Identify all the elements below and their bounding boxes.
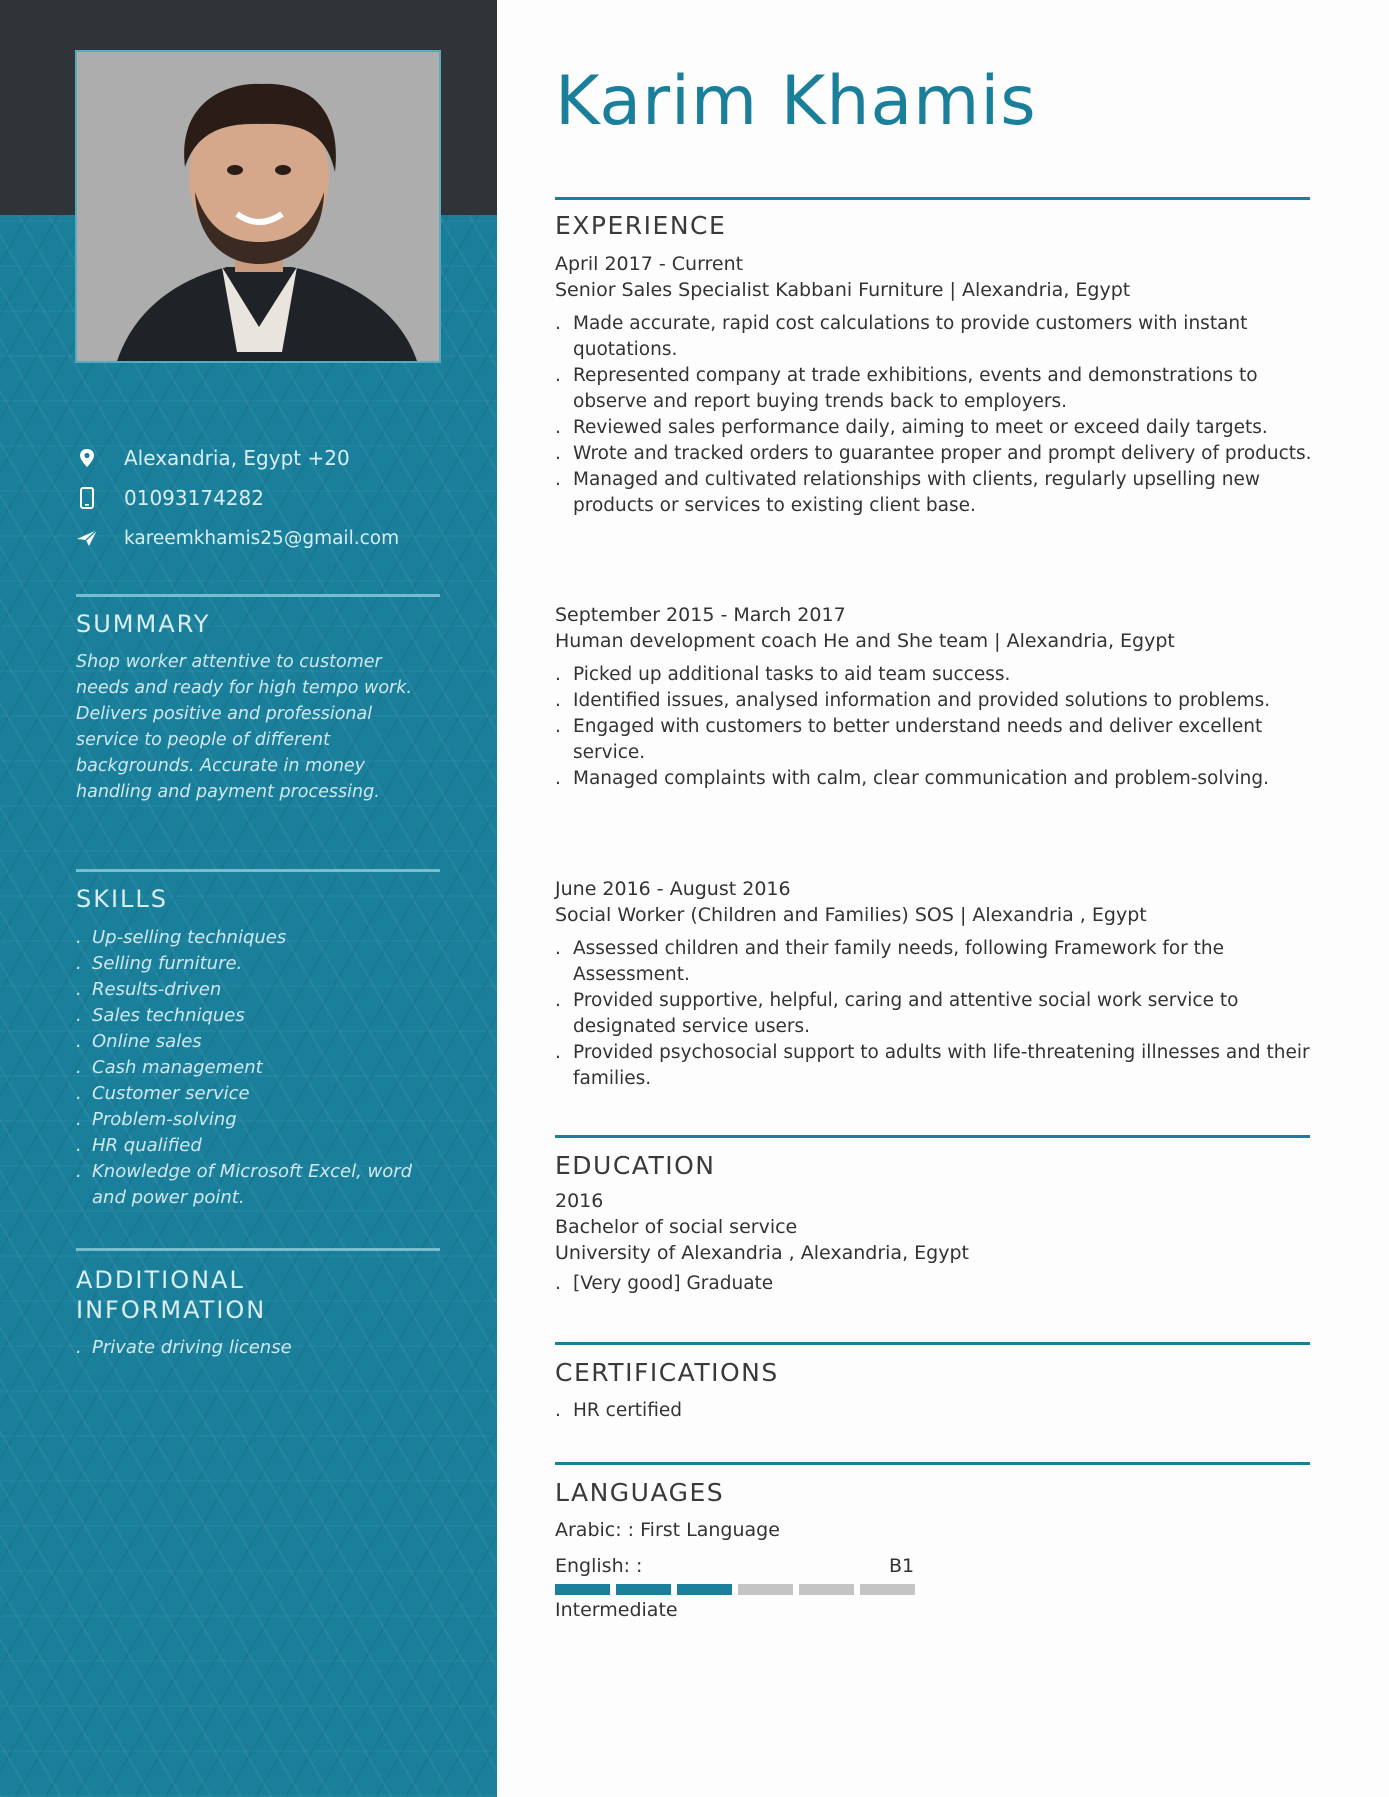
bullet-item-text: Picked up additional tasks to aid team success. [573,664,1011,685]
job-dates: June 2016 - August 2016 [555,878,791,900]
job-dates: April 2017 - Current [555,253,744,275]
skill-item-text: Online sales [92,1031,202,1052]
bullet-item-text: [Very good] Graduate [573,1273,774,1294]
phone-icon [76,487,98,509]
skill-item [76,1133,436,1159]
skill-item-text: Cash management [92,1057,263,1078]
sidebar [0,0,497,1797]
bullet-dot: . [76,1135,82,1156]
education-heading: EDUCATION [555,1151,716,1180]
language-english-label: English: : [555,1555,643,1577]
job-entry [555,602,1315,792]
contact-location [76,443,350,473]
additional-list [76,1335,436,1361]
additional-heading-line2: INFORMATION [76,1296,267,1324]
bullet-dot: . [76,1005,82,1026]
bullet-item-text: Made accurate, rapid cost calculations to provide customers with instant quotations. [573,313,1248,360]
bullet-item [555,1398,682,1424]
job-bullets [555,311,1315,519]
bullet-item [555,988,1315,1040]
bullet-dot: . [76,1031,82,1052]
bullet-dot: . [555,365,561,386]
section-divider [555,1462,1310,1465]
additional-item [76,1335,436,1361]
bullet-item [555,688,1315,714]
send-icon [76,527,98,549]
candidate-name: Karim Khamis [555,62,1037,141]
bullet-item-text: Provided supportive, helpful, caring and attentive social work service to designated service users. [573,990,1239,1037]
job-bullets [555,936,1315,1092]
profile-photo [75,50,441,363]
language-arabic: Arabic: : First Language [555,1519,780,1541]
education-school: University of Alexandria , Alexandria, Egypt [555,1242,969,1264]
education-bullets [555,1271,773,1297]
bullet-dot: . [555,417,561,438]
language-english-bar [555,1584,915,1595]
bullet-dot: . [555,664,561,685]
bullet-dot: . [555,443,561,464]
contact-location-text: Alexandria, Egypt +20 [124,446,350,470]
bullet-dot: . [76,1083,82,1104]
job-dates: September 2015 - March 2017 [555,604,846,626]
bullet-item [555,714,1315,766]
experience-heading: EXPERIENCE [555,211,727,240]
section-divider [555,1342,1310,1345]
skill-item [76,1055,436,1081]
skill-item-text: Customer service [92,1083,250,1104]
bullet-item-text: Represented company at trade exhibitions, events and demonstrations to observe and report buying trends back to employers. [573,365,1258,412]
skill-item [76,977,436,1003]
bullet-item [555,363,1315,415]
skill-item [76,1159,436,1211]
certifications-bullets [555,1398,682,1424]
bullet-item-text: Managed complaints with calm, clear communication and problem-solving. [573,768,1269,789]
additional-heading-line1: ADDITIONAL [76,1266,245,1294]
bullet-item-text: Reviewed sales performance daily, aiming to meet or exceed daily targets. [573,417,1268,438]
section-divider [555,197,1310,200]
bullet-item [555,441,1315,467]
bullet-item [555,662,1315,688]
bullet-dot: . [555,1273,561,1294]
bullet-dot: . [76,927,82,948]
bullet-item-text: Assessed children and their family needs, following Framework for the Assessment. [573,938,1225,985]
section-divider [555,1135,1310,1138]
sidebar-divider [76,869,440,872]
sidebar-divider [76,594,440,597]
bullet-item [555,415,1315,441]
education-year: 2016 [555,1190,604,1212]
bullet-dot: . [555,990,561,1011]
main-content [497,0,1389,1797]
bullet-item-text: Identified issues, analysed information and provided solutions to problems. [573,690,1271,711]
contact-phone-text: 01093174282 [124,486,264,510]
bullet-dot: . [555,313,561,334]
language-english-desc: Intermediate [555,1599,678,1621]
bullet-item-text: Wrote and tracked orders to guarantee proper and prompt delivery of products. [573,443,1312,464]
bullet-item-text: Provided psychosocial support to adults with life-threatening illnesses and their families. [573,1042,1310,1089]
skill-item-text: Knowledge of Microsoft Excel, word and power point. [92,1161,413,1208]
skill-item-text: Sales techniques [92,1005,245,1026]
bullet-dot: . [555,469,561,490]
certifications-heading: CERTIFICATIONS [555,1358,779,1387]
bullet-dot: . [76,979,82,1000]
bullet-dot: . [555,690,561,711]
bullet-dot: . [555,768,561,789]
job-title: Human development coach He and She team | Alexandria, Egypt [555,630,1175,652]
job-entry [555,876,1315,1092]
bullet-item [555,467,1315,519]
bullet-dot: . [76,1057,82,1078]
additional-item-text: Private driving license [92,1337,292,1358]
bar-segment-filled [616,1584,671,1595]
bar-segment-empty [738,1584,793,1595]
skill-item [76,951,436,977]
bar-segment-empty [799,1584,854,1595]
bullet-item [555,1271,773,1297]
sidebar-divider [76,1248,440,1251]
summary-text: Shop worker attentive to customer needs and ready for high tempo work. Delivers positive and professional service to people of different backgrounds. Accurate in money handling and payment processing. [76,652,412,802]
job-bullets [555,662,1315,792]
skill-item [76,925,436,951]
skills-list [76,925,436,1211]
contact-email [76,523,399,553]
summary-heading: SUMMARY [76,610,211,638]
contact-email-text[interactable]: kareemkhamis25@gmail.com [124,527,400,549]
bullet-dot: . [555,1400,561,1421]
bullet-item-text: HR certified [573,1400,682,1421]
skill-item-text: HR qualified [92,1135,202,1156]
job-title: Senior Sales Specialist Kabbani Furniture | Alexandria, Egypt [555,279,1131,301]
bullet-item [555,311,1315,363]
education-degree: Bachelor of social service [555,1216,798,1238]
language-english-level: B1 [889,1555,915,1577]
skill-item [76,1003,436,1029]
job-title: Social Worker (Children and Families) SOS | Alexandria , Egypt [555,904,1147,926]
job-entry [555,251,1315,519]
contact-phone [76,483,264,513]
bullet-dot: . [555,716,561,737]
bullet-item-text: Managed and cultivated relationships with clients, regularly upselling new products or services to existing client base. [573,469,1260,516]
bullet-dot: . [555,938,561,959]
bullet-item-text: Engaged with customers to better understand needs and deliver excellent service. [573,716,1263,763]
skill-item-text: Up-selling techniques [92,927,287,948]
bar-segment-filled [555,1584,610,1595]
bullet-dot: . [76,1109,82,1130]
skill-item-text: Problem-solving [92,1109,237,1130]
skills-heading: SKILLS [76,885,169,913]
bullet-dot: . [76,953,82,974]
skill-item [76,1107,436,1133]
skill-item [76,1029,436,1055]
languages-heading: LANGUAGES [555,1478,725,1507]
bullet-dot: . [76,1161,82,1182]
bar-segment-empty [860,1584,915,1595]
bullet-item [555,766,1315,792]
bullet-dot: . [555,1042,561,1063]
skill-item-text: Selling furniture. [92,953,243,974]
bar-segment-filled [677,1584,732,1595]
bullet-item [555,936,1315,988]
skill-item [76,1081,436,1107]
skill-item-text: Results-driven [92,979,222,1000]
bullet-item [555,1040,1315,1092]
location-pin-icon [76,447,98,469]
bullet-dot: . [76,1337,82,1358]
